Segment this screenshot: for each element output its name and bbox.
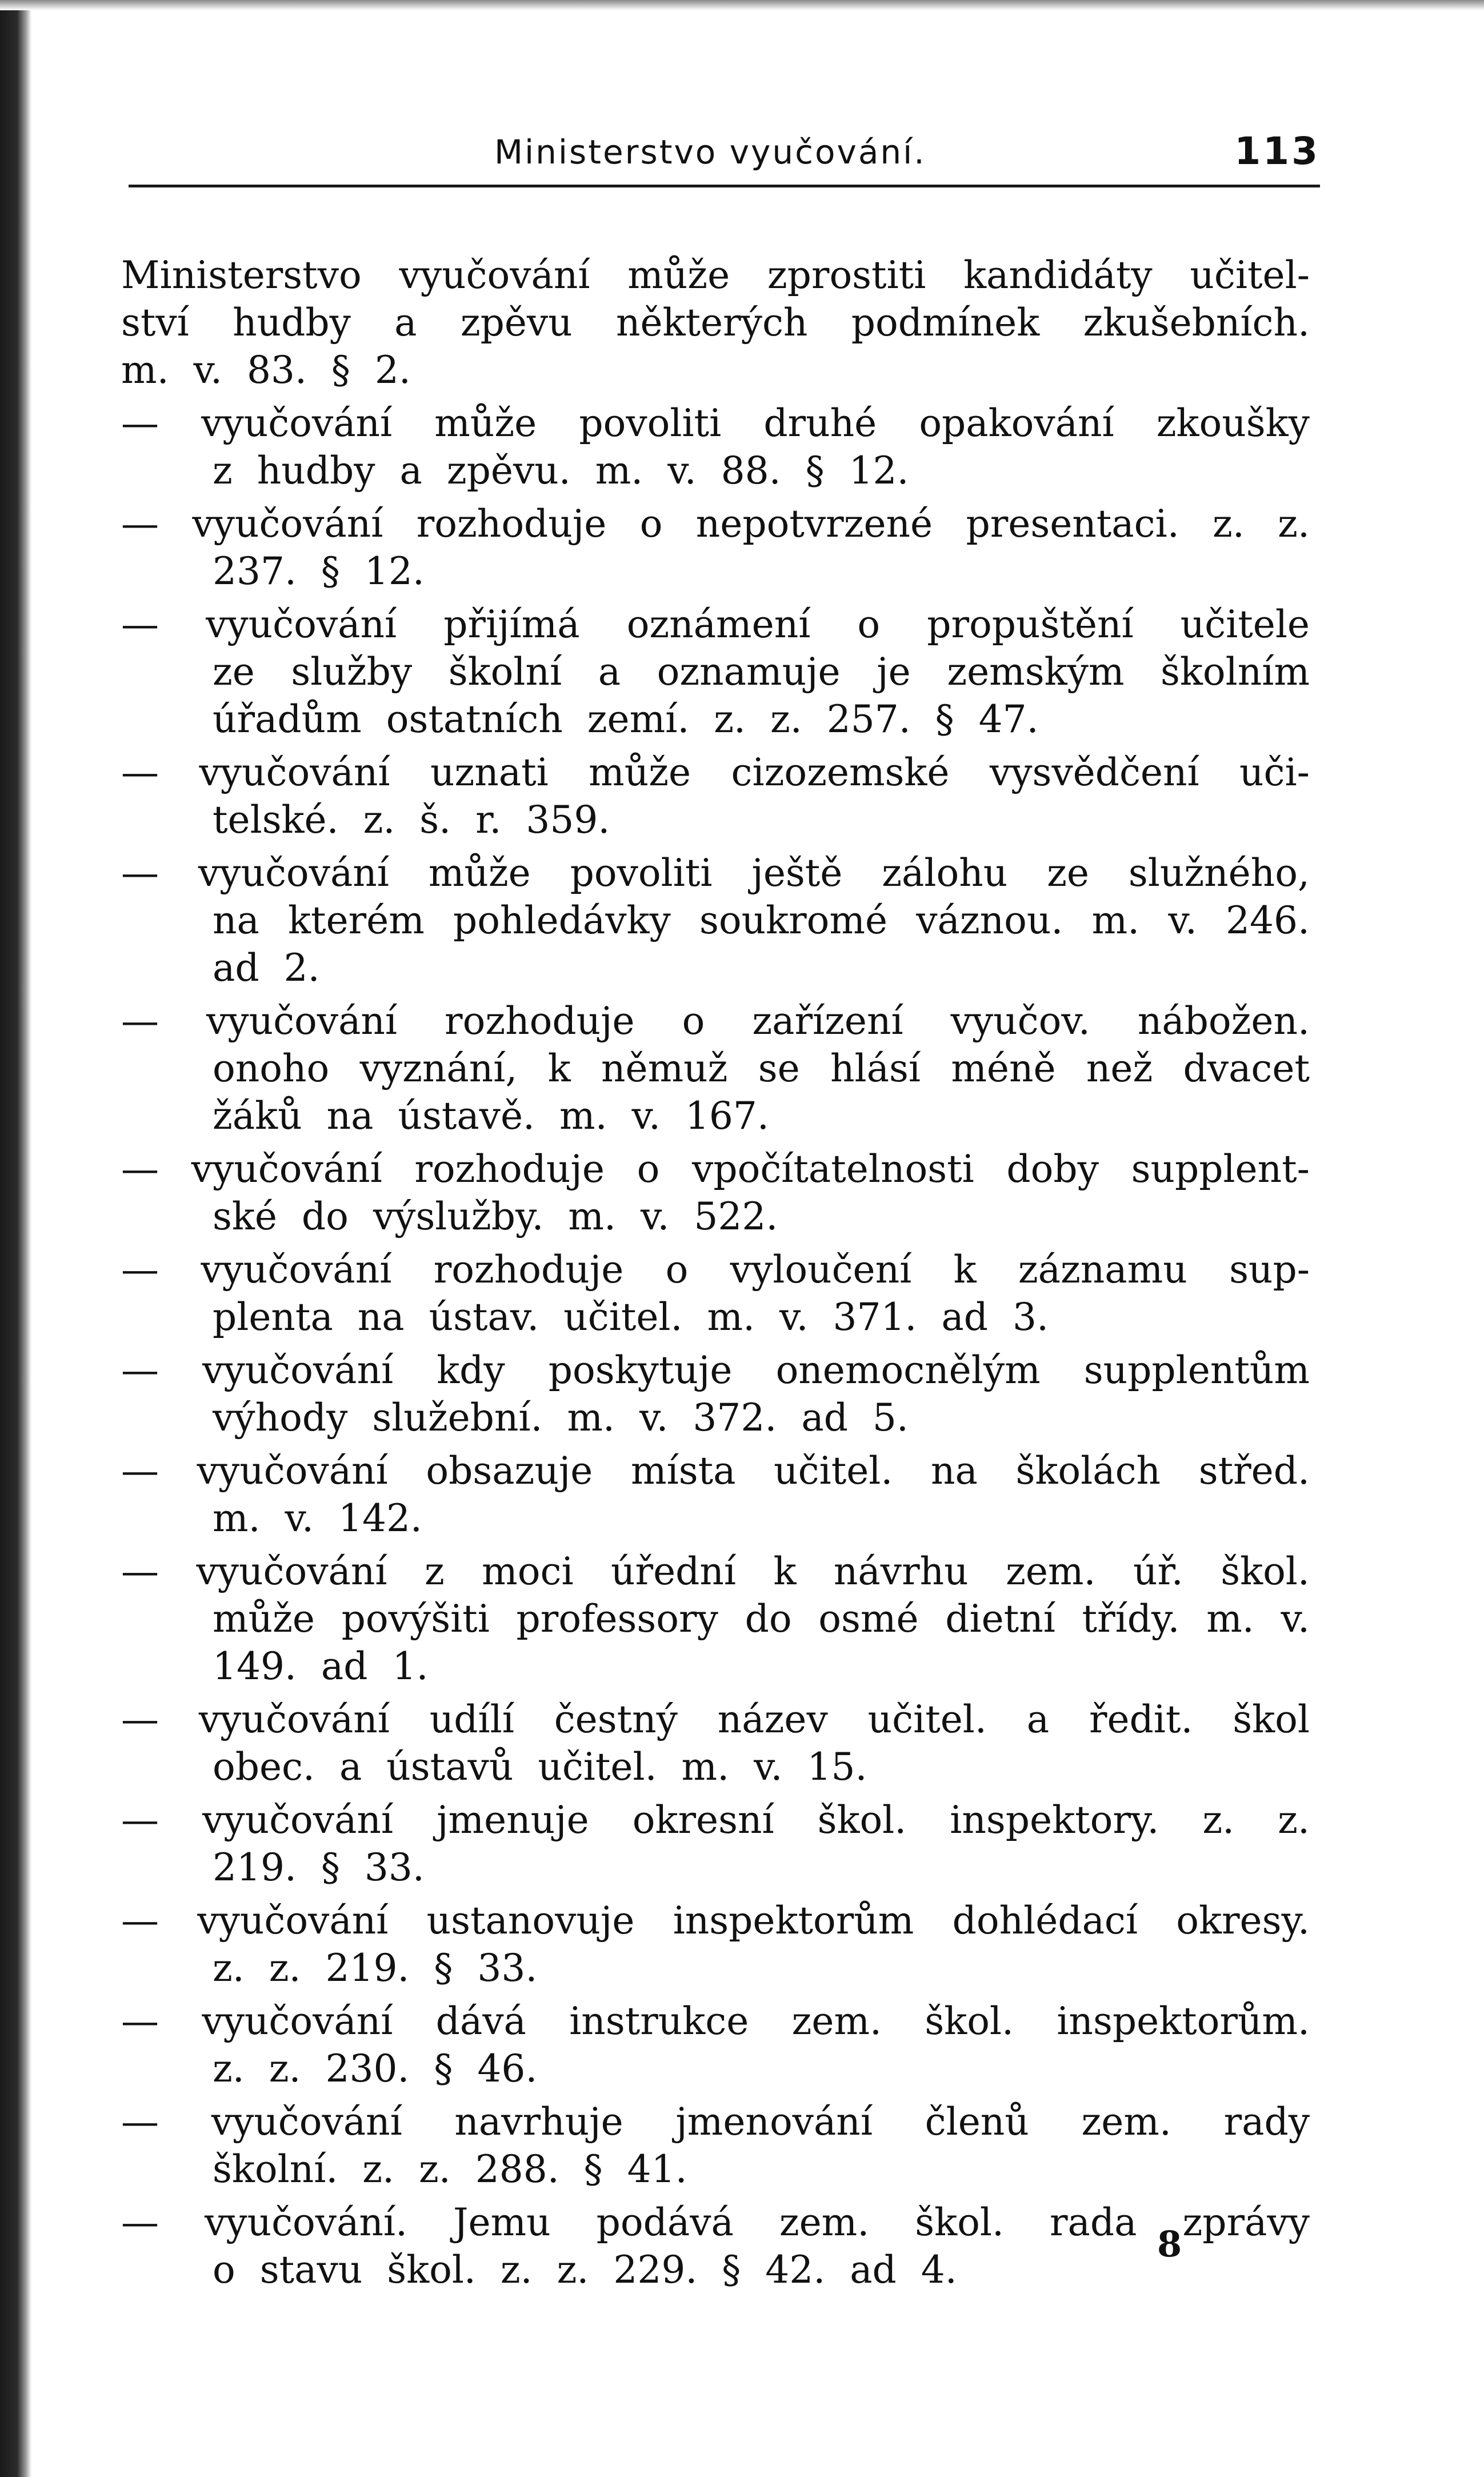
index-entry (121, 399, 1310, 494)
entry-line: — vyučování rozhoduje o vpočítatelnosti doby supplent- (121, 1147, 1310, 1191)
entry-line: — vyučování navrhuje jmenování členů zem. rady (121, 2100, 1310, 2144)
entry-line: z. z. 230. § 46. (213, 2047, 538, 2091)
entry-line: 149. ad 1. (213, 1644, 429, 1688)
entry-line: žáků na ústavě. m. v. 167. (213, 1094, 769, 1138)
signature-mark: 8 (1157, 2223, 1182, 2265)
entry-line: plenta na ústav. učitel. m. v. 371. ad 3. (213, 1295, 1049, 1339)
entry-line: m. v. 142. (213, 1496, 422, 1540)
entry-line: — vyučování z moci úřední k návrhu zem. úř. škol. (121, 1549, 1310, 1593)
page-header (129, 120, 1320, 189)
entry-line: m. v. 83. § 2. (121, 348, 411, 392)
entry-line: — vyučování obsazuje místa učitel. na školách střed. (121, 1449, 1310, 1493)
entry-line: — vyučování ustanovuje inspektorům dohlédací okresy. (121, 1899, 1310, 1943)
entry-line: úřadům ostatních zemí. z. z. 257. § 47. (213, 697, 1039, 741)
page-binding-edge (0, 0, 31, 2477)
entry-line: Ministerstvo vyučování může zprostiti kandidáty učitel- (121, 253, 1310, 297)
entry-line: telské. z. š. r. 359. (213, 798, 610, 842)
index-entry (121, 2199, 1310, 2294)
page-top-edge (0, 0, 1484, 10)
header-rule (129, 185, 1320, 187)
index-entry (121, 1696, 1310, 1791)
entry-line: — vyučování může povoliti ještě zálohu ze služného, (121, 851, 1310, 895)
entry-line: — vyučování dává instrukce zem. škol. inspektorům. (121, 1999, 1310, 2043)
entry-line: obec. a ústavů učitel. m. v. 15. (213, 1745, 867, 1789)
index-entry (121, 849, 1310, 992)
index-entry (121, 1548, 1310, 1690)
entry-line: z. z. 219. § 33. (213, 1946, 538, 1990)
entry-line: může povýšiti professory do osmé dietní třídy. m. v. (213, 1597, 1310, 1641)
entry-line: — vyučování může povoliti druhé opakování zkoušky (121, 401, 1310, 445)
entry-line: z hudby a zpěvu. m. v. 88. § 12. (213, 449, 909, 493)
entry-line: výhody služební. m. v. 372. ad 5. (213, 1396, 909, 1440)
entry-line: onoho vyznání, k němuž se hlásí méně než dvacet (213, 1046, 1310, 1090)
entry-line: — vyučování udílí čestný název učitel. a ředit. škol (121, 1697, 1310, 1741)
entry-line: 237. § 12. (213, 549, 425, 593)
entry-line: školní. z. z. 288. § 41. (213, 2147, 687, 2191)
entry-line: — vyučování přijímá oznámení o propuštění učitele (121, 602, 1310, 646)
entry-line: ze služby školní a oznamuje je zemským školním (213, 650, 1310, 694)
index-entry (121, 1145, 1310, 1240)
index-entry (121, 1447, 1310, 1542)
index-entry (121, 997, 1310, 1140)
entry-line: ské do výslužby. m. v. 522. (213, 1194, 778, 1238)
index-entry (121, 1997, 1310, 2092)
entry-line: — vyučování rozhoduje o vyloučení k záznamu sup- (121, 1248, 1310, 1292)
entry-line: — vyučování jmenuje okresní škol. inspektory. z. z. (121, 1798, 1310, 1842)
entry-line: — vyučování kdy poskytuje onemocnělým supplentům (121, 1348, 1310, 1392)
index-entry (121, 1246, 1310, 1341)
index-entries (121, 251, 1310, 2299)
index-entry (121, 500, 1310, 595)
entry-line: 219. § 33. (213, 1845, 425, 1889)
index-entry (121, 2098, 1310, 2193)
index-entry (121, 1796, 1310, 1891)
entry-line: — vyučování. Jemu podává zem. škol. rada zprávy (121, 2200, 1310, 2244)
index-entry (121, 251, 1310, 394)
index-entry (121, 1897, 1310, 1992)
running-title: Ministerstvo vyučování. (494, 133, 926, 171)
entry-line: ství hudby a zpěvu některých podmínek zkušebních. (121, 301, 1310, 345)
entry-line: — vyučování uznati může cizozemské vysvědčení uči- (121, 750, 1310, 794)
entry-line: ad 2. (213, 946, 320, 990)
index-entry (121, 601, 1310, 743)
entry-line: na kterém pohledávky soukromé váznou. m. v. 246. (213, 898, 1310, 942)
entry-line: — vyučování rozhoduje o zařízení vyučov. nábožen. (121, 999, 1310, 1043)
entry-line: — vyučování rozhoduje o nepotvrzené presentaci. z. z. (121, 502, 1310, 546)
index-entry (121, 749, 1310, 844)
entry-line: o stavu škol. z. z. 229. § 42. ad 4. (213, 2248, 957, 2292)
page-number: 113 (1234, 129, 1320, 173)
index-entry (121, 1347, 1310, 1441)
